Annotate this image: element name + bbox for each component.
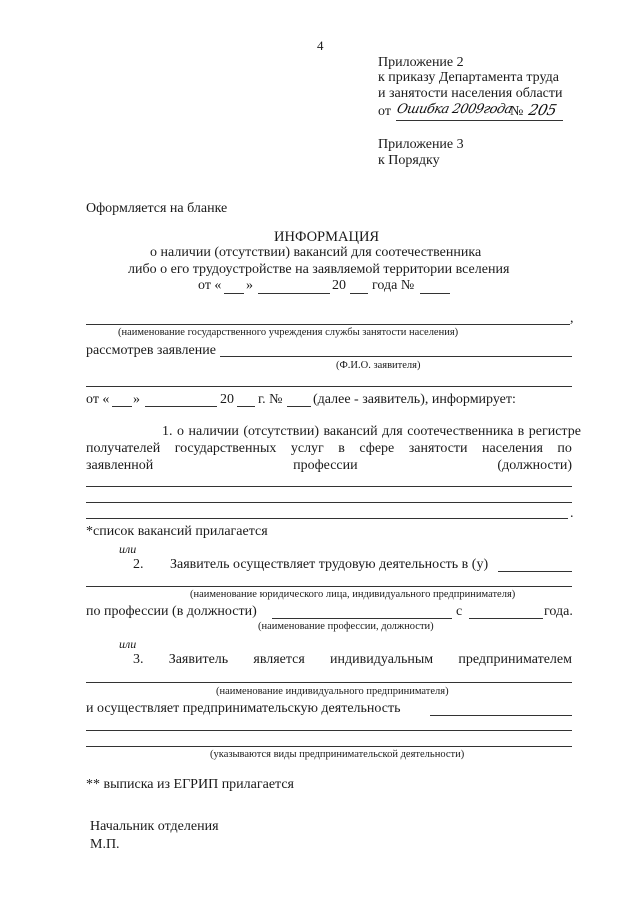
activity-label: и осуществляет предпринимательскую деятельность	[86, 701, 401, 716]
title-year-number-label: года №	[372, 278, 415, 293]
year-label: года.	[544, 604, 573, 619]
since-date-line	[469, 618, 543, 619]
item2-number: 2.	[133, 557, 144, 572]
handwritten-date: Ошибка 2009года	[395, 102, 514, 117]
informs-text: (далее - заявитель), информирует:	[313, 392, 516, 407]
item1-word: населения	[482, 441, 543, 456]
application-date-close: »	[133, 392, 140, 407]
vacancy-line-2	[86, 502, 572, 503]
institution-comma: ,	[570, 311, 574, 326]
application-day-line	[112, 406, 132, 407]
item1-period: .	[570, 506, 574, 521]
title-day-line	[224, 293, 244, 294]
or-separator-1: или	[119, 542, 137, 556]
appendix-3-line2: к Порядку	[378, 153, 440, 168]
item1-word: заявленной	[86, 458, 154, 473]
item3-word: 3.	[133, 652, 144, 667]
institution-caption: (наименование государственного учреждения службы занятости населения)	[118, 327, 459, 338]
title-year-prefix: 20	[332, 278, 346, 293]
document-heading: ИНФОРМАЦИЯ	[274, 229, 380, 245]
item1-word: в	[338, 441, 345, 456]
activity-caption: (указываются виды предпринимательской деятельности)	[210, 749, 465, 760]
application-number-line	[287, 406, 311, 407]
item1-word: сфере	[359, 441, 395, 456]
application-year-line	[237, 406, 255, 407]
item1-word: государственных	[174, 441, 277, 456]
item3-line	[133, 652, 572, 668]
page-number: 4	[317, 38, 324, 53]
egrip-note: ** выписка из ЕГРИП прилагается	[86, 777, 294, 792]
item3-word: индивидуальным	[330, 652, 434, 667]
entrepreneur-caption: (наименование индивидуального предпринимателя)	[216, 686, 449, 697]
profession-label: по профессии (в должности)	[86, 604, 257, 619]
profession-line	[272, 618, 452, 619]
vacancy-line-3	[86, 518, 568, 519]
application-year-prefix: 20	[220, 392, 234, 407]
appendix-2-line2: к приказу Департамента труда	[378, 70, 559, 85]
title-line1: о наличии (отсутствии) вакансий для соотечественника	[150, 245, 482, 260]
employer-field-line	[86, 586, 572, 587]
applicant-caption: (Ф.И.О. заявителя)	[336, 360, 421, 371]
title-line2: либо о его трудоустройстве на заявляемой территории вселения	[128, 262, 510, 277]
item1-word: занятости	[408, 441, 468, 456]
item1-line2	[86, 441, 572, 457]
activity-line-1	[86, 730, 572, 731]
item1-word: услуг	[290, 441, 324, 456]
appendix-3-title: Приложение 3	[378, 137, 464, 152]
title-number-line	[420, 293, 450, 294]
appendix-2-date-prefix: от	[378, 104, 391, 119]
title-date-open: от «	[198, 278, 222, 293]
employer-inline-line	[498, 571, 572, 572]
item1-line1: 1. о наличии (отсутствии) вакансий для соотечественника в регистре	[162, 424, 581, 439]
item3-word: Заявитель	[168, 652, 229, 667]
title-year-line	[350, 293, 368, 294]
order-date-line	[396, 120, 563, 121]
item1-line3	[86, 458, 572, 474]
item1-word: получателей	[86, 441, 161, 456]
item1-word: профессии	[293, 458, 358, 473]
application-month-line	[145, 406, 217, 407]
application-number-label: г. №	[258, 392, 283, 407]
item3-word: предпринимателем	[458, 652, 572, 667]
activity-line-2	[86, 746, 572, 747]
item1-word: по	[557, 441, 572, 456]
applicant-name-line	[220, 356, 572, 357]
vacancy-attachment-note: *список вакансий прилагается	[86, 524, 268, 539]
stamp-label: М.П.	[90, 837, 120, 852]
item1-word: (должности)	[497, 458, 572, 473]
legal-entity-caption: (наименование юридического лица, индивидуального предпринимателя)	[190, 589, 516, 600]
appendix-2-line3: и занятости населения области	[378, 86, 563, 101]
institution-field-line	[86, 324, 570, 325]
activity-inline-line	[430, 715, 572, 716]
profession-caption: (наименование профессии, должности)	[258, 621, 434, 632]
appendix-2-number-sign: №	[510, 104, 524, 119]
title-date-close: »	[246, 278, 253, 293]
handwritten-number: 205	[527, 101, 559, 119]
reviewed-label: рассмотрев заявление	[86, 343, 216, 358]
applicant-extra-line	[86, 386, 572, 387]
form-note: Оформляется на бланке	[86, 201, 228, 216]
since-label: с	[456, 604, 463, 619]
or-separator-2: или	[119, 637, 137, 651]
appendix-2-title: Приложение 2	[378, 55, 464, 70]
item2-text: Заявитель осуществляет трудовую деятельность в (у)	[170, 557, 489, 572]
vacancy-line-1	[86, 486, 572, 487]
entrepreneur-field-line	[86, 682, 572, 683]
application-date-open: от «	[86, 392, 110, 407]
item3-word: является	[253, 652, 305, 667]
title-month-line	[258, 293, 330, 294]
chief-signature-label: Начальник отделения	[90, 819, 219, 834]
